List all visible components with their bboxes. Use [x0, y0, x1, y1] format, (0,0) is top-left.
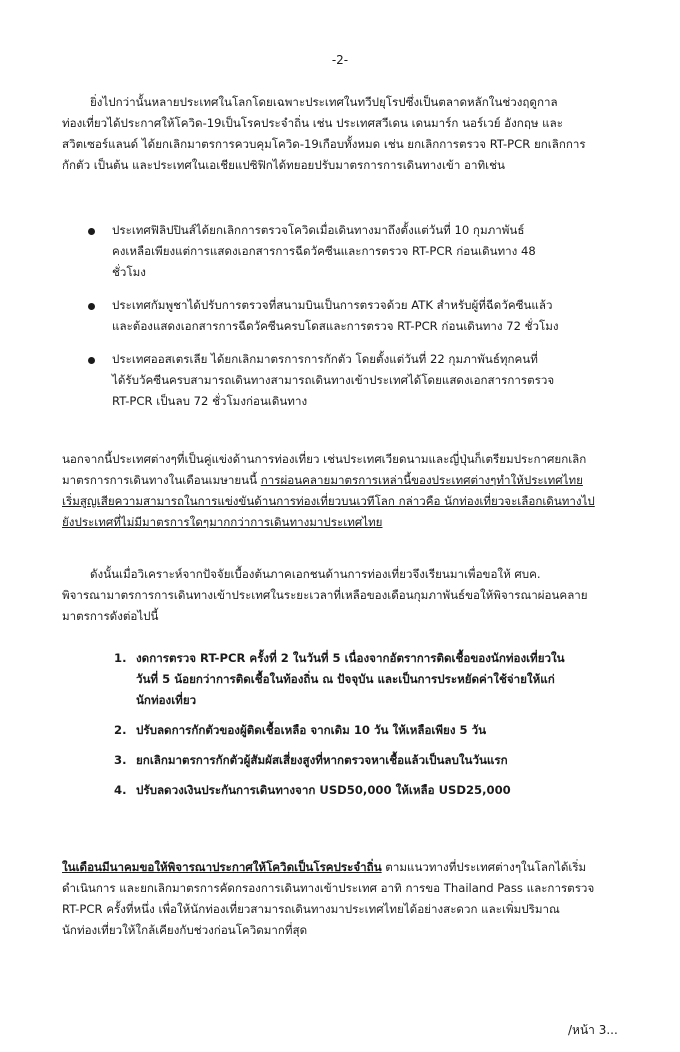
measure-item — [114, 780, 656, 801]
underlined-text: ยังประเทศที่ไม่มีมาตรการใดๆมากกว่าการเดินทางมาประเทศไทย — [62, 515, 383, 529]
paragraph-competitors — [62, 449, 647, 533]
page-number: -2- — [331, 53, 349, 67]
paragraph-request — [62, 564, 647, 627]
text-line: ประเทศฟิลิปปินส์ได้ยกเลิกการตรวจโควิดเมื่อเดินทางมาถึงตั้งแต่วันที่ 10 กุมภาพันธ์ — [112, 223, 525, 237]
text-line: ชั่วโมง — [112, 265, 146, 279]
item-number: 1. — [114, 651, 127, 665]
text-line: ยิ่งไปกว่านั้นหลายประเทศในโลกโดยเฉพาะประเทศในทวีปยุโรปซึ่งเป็นตลาดหลักในช่วงฤดูกาล — [90, 95, 558, 109]
text-line — [62, 857, 647, 878]
bullet-item-philippines — [108, 220, 653, 283]
paragraph-europe-endemic — [62, 92, 647, 176]
text-line: ยกเลิกมาตรการกักตัวผู้สัมผัสเสี่ยงสูงที่หากตรวจหาเชื้อแล้วเป็นลบในวันแรก — [136, 753, 508, 767]
text-line: กักตัว เป็นต้น และประเทศในเอเชียแปซิฟิกได้ทยอยปรับมาตรการการเดินทางเข้า อาทิเช่น — [62, 158, 505, 172]
text-line: นอกจากนี้ประเทศต่างๆที่เป็นคู่แข่งด้านการท่องเที่ยว เช่นประเทศเวียดนามและญี่ปุ่นก็เตรียมประกาศยกเลิก — [62, 452, 587, 466]
text-line: ดังนั้นเมื่อวิเคราะห์จากปัจจัยเบื้องต้นภาคเอกชนด้านการท่องเที่ยวจึงเรียนมาเพื่อขอให้ ศบค. — [90, 567, 541, 581]
measure-item — [114, 720, 656, 741]
paragraph-march-endemic — [62, 857, 647, 941]
text-line: ปรับลดวงเงินประกันการเดินทางจาก USD50,000 ให้เหลือ USD25,000 — [136, 783, 511, 797]
bullet-icon — [88, 228, 95, 235]
text-line: คงเหลือเพียงแต่การแสดงเอกสารการฉีดวัคซีนและการตรวจ RT-PCR ก่อนเดินทาง 48 — [112, 244, 536, 258]
text-segment: มาตรการการเดินทางในเดือนเมษายนนี้ — [62, 473, 261, 487]
text-line: พิจารณามาตรการการเดินทางเข้าประเทศในระยะเวลาที่เหลือของเดือนกุมภาพันธ์ขอให้พิจารณาผ่อนคลาย — [62, 588, 588, 602]
text-line: RT-PCR เป็นลบ 72 ชั่วโมงก่อนเดินทาง — [112, 394, 308, 408]
text-line: ท่องเที่ยวได้ประกาศให้โควิด-19เป็นโรคประจำถิ่น เช่น ประเทศสวีเดน เดนมาร์ก นอร์เวย์ อังกฤษ และ — [62, 116, 563, 130]
text-line: วันที่ 5 น้อยกว่าการติดเชื้อในท้องถิ่น ณ ปัจจุบัน และเป็นการประหยัดค่าใช้จ่ายให้แก่ — [136, 672, 555, 686]
measure-item — [114, 750, 656, 771]
text-line: RT-PCR ครั้งที่หนึ่ง เพื่อให้นักท่องเที่ยวสามารถเดินทางมาประเทศไทยได้อย่างสะดวก และเพิ่มปริมาณ — [62, 902, 560, 916]
bullet-item-australia — [108, 349, 653, 412]
bullet-icon — [88, 303, 95, 310]
text-segment: ตามแนวทางที่ประเทศต่างๆในโลกได้เริ่ม — [381, 860, 587, 874]
text-line — [62, 470, 647, 491]
text-line: นักท่องเที่ยวให้ใกล้เคียงกับช่วงก่อนโควิดมากที่สุด — [62, 923, 308, 937]
asia-pacific-bullet-list — [108, 220, 653, 424]
text-line: ประเทศกัมพูชาได้ปรับการตรวจที่สนามบินเป็นการตรวจด้วย ATK สำหรับผู้ที่ฉีดวัคซีนแล้ว — [112, 298, 553, 312]
text-line: ดำเนินการ และยกเลิกมาตรการคัดกรองการเดินทางเข้าประเทศ อาทิ การขอ Thailand Pass และการตรวจ — [62, 881, 595, 895]
measure-item — [114, 648, 656, 711]
text-line: สวิตเซอร์แลนด์ ได้ยกเลิกมาตรการควบคุมโควิด-19เกือบทั้งหมด เช่น ยกเลิกการตรวจ RT-PCR ยกเลิกการ — [62, 137, 586, 151]
next-page-marker: /หน้า 3... — [568, 1023, 618, 1037]
measures-numbered-list — [114, 648, 656, 810]
underlined-text: การผ่อนคลายมาตรการเหล่านี้ของประเทศต่างๆทำให้ประเทศไทย — [260, 473, 583, 487]
text-line: นักท่องเที่ยว — [136, 693, 197, 707]
underlined-bold-text: ในเดือนมีนาคมขอให้พิจารณาประกาศให้โควิดเป็นโรคประจำถิ่น — [62, 860, 382, 874]
bullet-item-cambodia — [108, 295, 653, 337]
bullet-icon — [88, 357, 95, 364]
item-number: 2. — [114, 723, 127, 737]
item-number: 4. — [114, 783, 127, 797]
text-line: ได้รับวัคซีนครบสามารถเดินทางสามารถเดินทางเข้าประเทศได้โดยแสดงเอกสารการตรวจ — [112, 373, 555, 387]
text-line: งดการตรวจ RT-PCR ครั้งที่ 2 ในวันที่ 5 เนื่องจากอัตราการติดเชื้อของนักท่องเที่ยวใน — [136, 651, 565, 665]
text-line: ประเทศออสเตรเลีย ได้ยกเลิกมาตรการการกักตัว โดยตั้งแต่วันที่ 22 กุมภาพันธ์ทุกคนที่ — [112, 352, 538, 366]
underlined-text: เริ่มสูญเสียความสามารถในการแข่งขันด้านการท่องเที่ยวบนเวทีโลก กล่าวคือ นักท่องเที่ยวจะเลือกเดินทางไป — [62, 494, 595, 508]
text-line: และต้องแสดงเอกสารการฉีดวัคซีนครบโดสและการตรวจ RT-PCR ก่อนเดินทาง 72 ชั่วโมง — [112, 319, 559, 333]
text-line: มาตรการดังต่อไปนี้ — [62, 609, 159, 623]
item-number: 3. — [114, 753, 127, 767]
text-line: ปรับลดการกักตัวของผู้ติดเชื้อเหลือ จากเดิม 10 วัน ให้เหลือเพียง 5 วัน — [136, 723, 487, 737]
